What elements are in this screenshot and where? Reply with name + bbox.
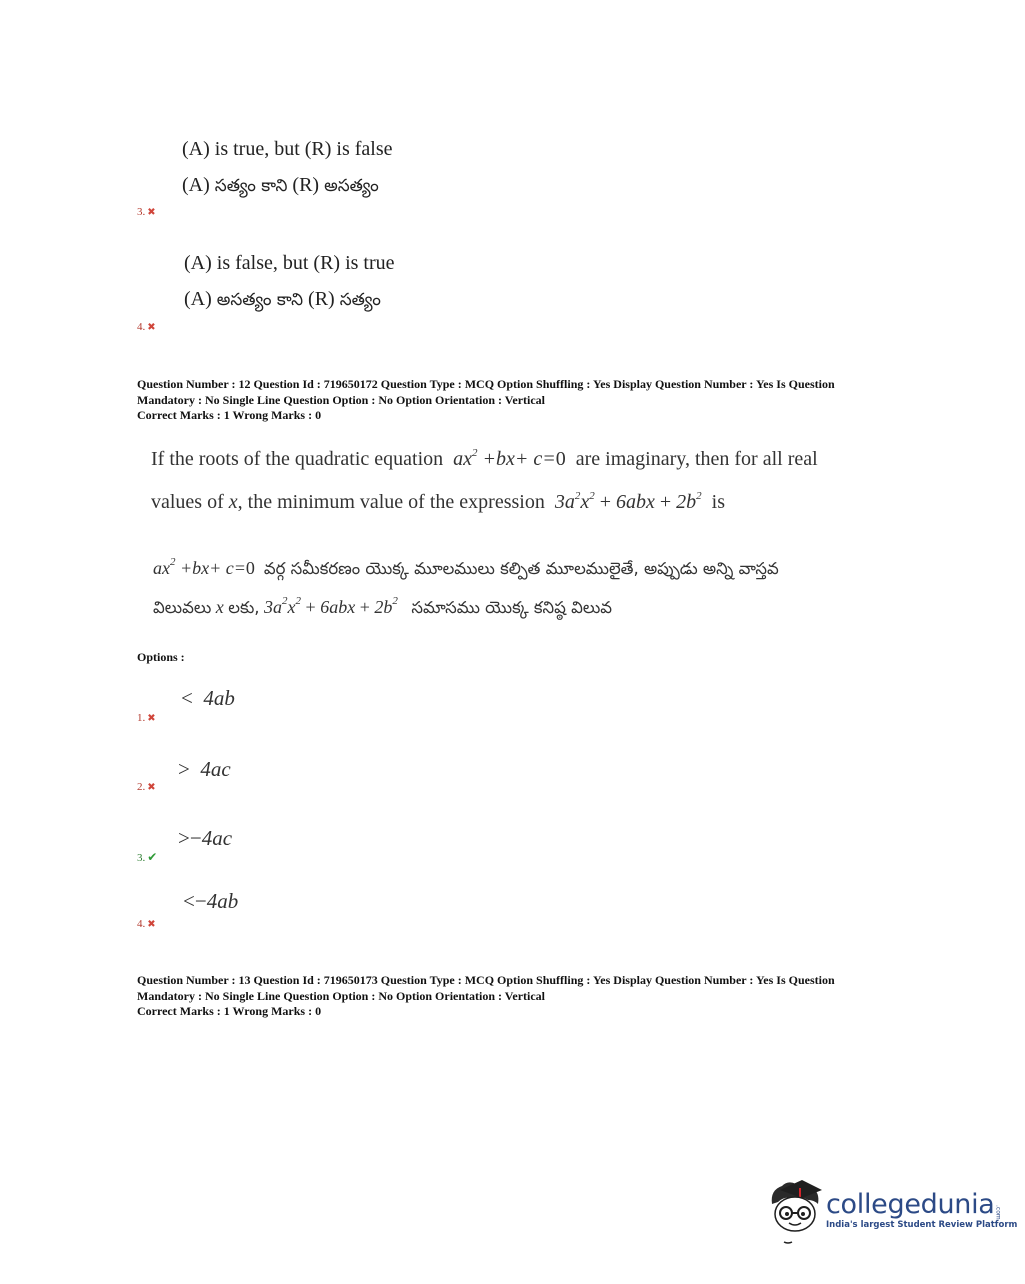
question-12-telugu-line-2: విలువలు x లకు, $3a^2x^2 + 6abx + 2b^2$ సమాసము యొక్క కనిష్ఠ విలువ [153, 595, 613, 617]
option-4-value: <−4ab [183, 889, 239, 913]
cross-icon: ✖ [147, 713, 156, 724]
question-12-telugu-line-1: $ax^2 +bx+ c=0$ వర్గ సమీకరణం యొక్క మూలములు కల్పిత మూలములైతే, అప్పుడు అన్ని వాస్తవ [153, 556, 779, 578]
prev-option-3-telugu: (A) సత్యం కాని (R) అసత్యం [182, 174, 379, 196]
prev-option-4-telugu: (A) అసత్యం కాని (R) సత్యం [184, 288, 381, 310]
option-4-number: 4. ✖ [137, 918, 156, 930]
question-12-meta: Question Number : 12 Question Id : 719650172 Question Type : MCQ Option Shuffling : Yes Display Question Number : Yes Is Question Mandatory : No Single Line Question Option : No Option Orientation : Vertical Correct Marks : 1 Wrong Marks : 0 [137, 377, 835, 422]
option-3-value: >−4ac [178, 826, 233, 850]
prev-option-4-english: (A) is false, but (R) is true [184, 252, 395, 274]
option-2-number: 2. ✖ [137, 781, 156, 793]
cross-icon: ✖ [147, 782, 156, 793]
check-icon: ✔ [147, 850, 158, 864]
brand-name: collegedunia [826, 1188, 995, 1220]
cross-icon: ✖ [147, 207, 156, 218]
prev-option-4-number: 4. ✖ [137, 321, 156, 333]
mascot-icon [766, 1178, 824, 1248]
question-12-english-line-1: If the roots of the quadratic equation $ax^2 +bx+ c=0$ are imaginary, then for all real [151, 447, 818, 470]
option-2-value: > 4ac [178, 757, 231, 781]
brand-dotcom: .com [994, 1204, 1002, 1220]
cross-icon: ✖ [147, 322, 156, 333]
options-label: Options : [137, 650, 185, 664]
prev-option-3-number: 3. ✖ [137, 206, 156, 218]
question-13-meta: Question Number : 13 Question Id : 719650173 Question Type : MCQ Option Shuffling : Yes Display Question Number : Yes Is Question Mandatory : No Single Line Question Option : No Option Orientation : Vertical Correct Marks : 1 Wrong Marks : 0 [137, 973, 835, 1018]
option-1-number: 1. ✖ [137, 712, 156, 724]
collegedunia-logo [766, 1178, 1017, 1248]
option-3-number: 3. ✔ [137, 850, 158, 864]
prev-option-3-english: (A) is true, but (R) is false [182, 138, 393, 160]
option-1-value: < 4ab [181, 686, 235, 710]
cross-icon: ✖ [147, 919, 156, 930]
brand-tagline: India's largest Student Review Platform [826, 1219, 1018, 1230]
question-12-english-line-2: values of x, the minimum value of the expression $3a^2x^2 + 6abx + 2b^2$ is [151, 490, 726, 513]
